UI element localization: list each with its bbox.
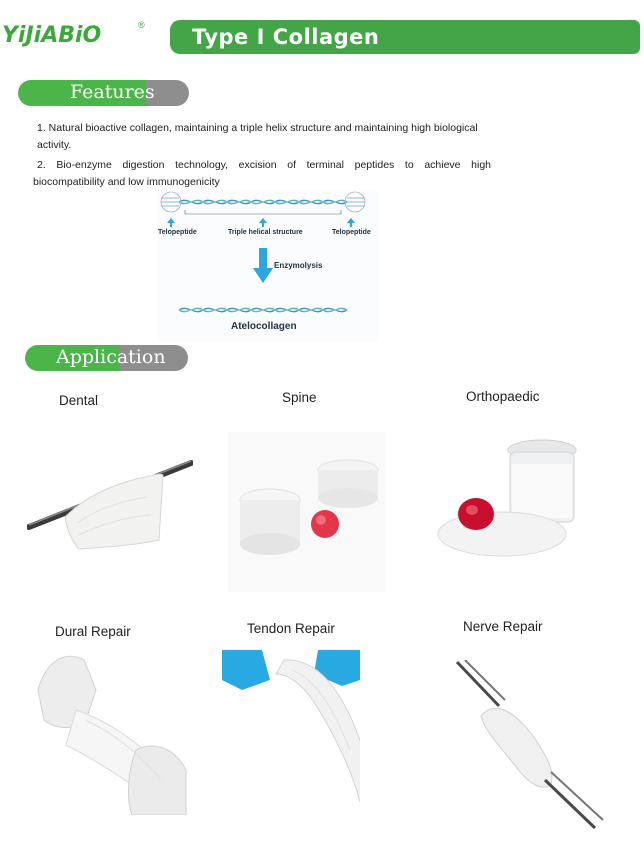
app-label-orthopaedic: Orthopaedic [466, 389, 540, 404]
brand-logo [2, 20, 152, 54]
collagen-powder-jar-icon [432, 438, 582, 558]
feature-item-2-line-1: 2. Bio-enzyme digestion technology, excision of terminal peptides to achieve high [37, 159, 491, 171]
enzymolysis-diagram [157, 190, 379, 342]
app-label-dental: Dental [59, 393, 99, 408]
feature-item-1-line-2: activity. [37, 139, 72, 151]
feature-item-2-line-2: biocompatibility and low immunogenicity [33, 176, 220, 188]
title-banner [170, 20, 640, 54]
features-heading-pill [18, 80, 189, 106]
logo-text: YiJiABiO [2, 23, 102, 48]
features-heading: Features [70, 81, 155, 103]
enzymolysis-label: Enzymolysis [274, 261, 323, 270]
triple-helix-label: Triple helical structure [228, 229, 303, 236]
registered-mark: ® [138, 20, 145, 30]
app-label-spine: Spine [282, 390, 317, 405]
collagen-sponge-plugs-icon [228, 432, 386, 592]
gloved-hands-stretching-membrane-icon [36, 650, 188, 815]
atelocollagen-label: Atelocollagen [231, 321, 297, 332]
application-heading: Application [56, 346, 166, 368]
app-label-nerve-repair: Nerve Repair [463, 619, 543, 634]
nerve-conduit-with-forceps-icon [455, 660, 605, 835]
feature-item-1-line-1: 1. Natural bioactive collagen, maintaining a triple helix structure and maintaining high biological [37, 122, 478, 134]
application-heading-pill [25, 345, 188, 371]
page-title: Type I Collagen [192, 25, 380, 49]
telopeptide-left-label: Telopeptide [158, 229, 197, 236]
rolled-collagen-tube-icon [222, 650, 360, 802]
telopeptide-right-label: Telopeptide [332, 229, 371, 236]
collagen-membrane-on-probe-icon [27, 445, 193, 555]
triple-helix-diagram [157, 190, 379, 342]
app-label-dural-repair: Dural Repair [55, 624, 131, 639]
app-label-tendon-repair: Tendon Repair [247, 621, 335, 636]
